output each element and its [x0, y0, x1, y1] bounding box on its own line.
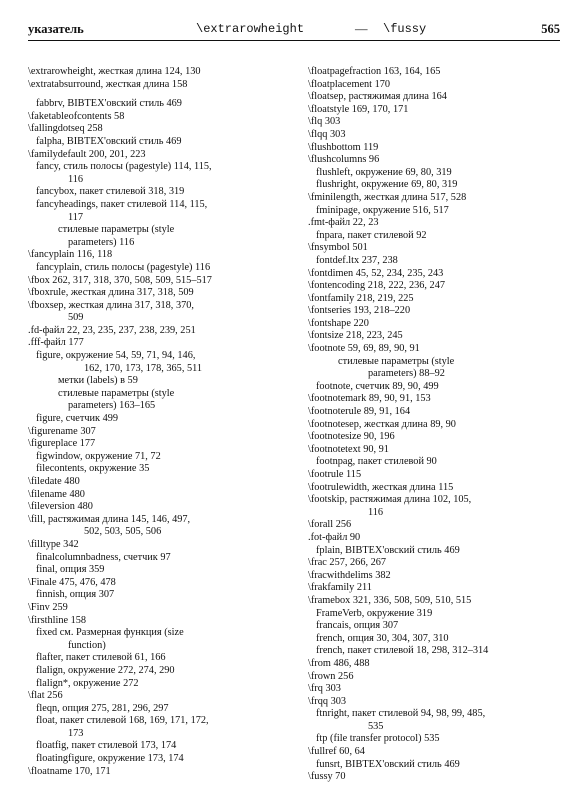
- header-dash: —: [355, 22, 368, 36]
- index-entry-line: fminipage, окружение 516, 517: [316, 204, 449, 216]
- header-section-title: указатель: [28, 22, 84, 36]
- index-entry-line: \fontshape 220: [308, 317, 369, 329]
- index-entry-line: figure, счетчик 499: [36, 413, 119, 425]
- entry-gap: [28, 91, 288, 98]
- index-entry-line: fixed см. Размерная функция (size: [36, 627, 184, 639]
- index-entry-line: \fontencoding 218, 222, 236, 247: [308, 280, 445, 292]
- index-entry-line: \fontfamily 218, 219, 225: [308, 292, 414, 304]
- header-first-entry: \extrarowheight: [196, 22, 305, 36]
- index-entry-line: 116: [368, 506, 384, 518]
- index-entry-line: parameters) 116: [68, 236, 135, 248]
- index-entry-line: 535: [368, 720, 384, 732]
- index-entry-line: flalign*, окружение 272: [36, 677, 139, 689]
- index-entry-line: 173: [68, 727, 84, 739]
- index-entry-line: .fd-файл 22, 23, 235, 237, 238, 239, 251: [28, 324, 196, 336]
- index-entry-line: \footnotemark 89, 90, 91, 153: [308, 393, 431, 405]
- index-entry-line: стилевые параметры (style: [58, 387, 175, 399]
- index-entry-line: \flushcolumns 96: [308, 154, 380, 166]
- index-entry-line: fontdef.ltx 237, 238: [316, 254, 398, 266]
- index-entry-line: \footnote 59, 69, 89, 90, 91: [308, 343, 420, 355]
- index-entry-line: \fallingdotseq 258: [28, 123, 103, 135]
- index-entry-line: \fboxsep, жесткая длина 317, 318, 370,: [28, 299, 194, 311]
- index-entry-line: french, пакет стилевой 18, 298, 312–314: [316, 645, 489, 657]
- index-entry-line: \footnoterule 89, 91, 164: [308, 406, 411, 418]
- index-entry-line: \footrulewidth, жесткая длина 115: [308, 481, 454, 493]
- index-entry-line: \fboxrule, жесткая длина 317, 318, 509: [28, 287, 194, 299]
- index-entry-line: \flushbottom 119: [308, 141, 379, 153]
- index-entry-line: \Finv 259: [28, 601, 68, 613]
- index-entry-line: \fullref 60, 64: [308, 746, 365, 758]
- index-entry-line: \floatname 170, 171: [28, 765, 111, 777]
- index-entry-line: \footnotesep, жесткая длина 89, 90: [308, 418, 456, 430]
- header-last-entry: \fussy: [383, 22, 427, 36]
- index-entry-line: \fnsymbol 501: [308, 242, 368, 254]
- index-entry-line: parameters) 163–165: [68, 400, 156, 412]
- index-entry-line: falpha, BIBTEX'овский стиль 469: [36, 135, 182, 147]
- index-entry-line: \forall 256: [308, 519, 352, 531]
- index-entry-line: funsrt, BIBTEX'овский стиль 469: [316, 758, 460, 770]
- index-entry-line: flafter, пакет стилевой 61, 166: [36, 652, 166, 664]
- index-entry-line: .fmt-файл 22, 23: [308, 217, 379, 229]
- index-entry-line: flushright, окружение 69, 80, 319: [316, 179, 458, 191]
- index-entry-line: figure, окружение 54, 59, 71, 94, 146,: [36, 350, 196, 362]
- index-entry-line: \fracwithdelims 382: [308, 569, 391, 581]
- index-entry-line: \floatsep, растяжимая длина 164: [308, 91, 447, 103]
- index-entry-line: fancy, стиль полосы (pagestyle) 114, 115,: [36, 161, 212, 173]
- index-entry-line: float, пакет стилевой 168, 169, 171, 172,: [36, 715, 209, 727]
- right-index-column: [308, 66, 568, 784]
- index-entry-line: \floatstyle 169, 170, 171: [308, 103, 409, 115]
- index-entry-line: \Finale 475, 476, 478: [28, 576, 116, 588]
- index-entry-line: \filedate 480: [28, 476, 80, 487]
- index-entry-line: \fancyplain 116, 118: [28, 249, 113, 261]
- index-entry-line: function): [68, 639, 106, 651]
- header-rule: [28, 40, 560, 41]
- index-entry-line: \frown 256: [308, 670, 354, 682]
- index-entry-line: ftp (file transfer protocol) 535: [316, 733, 440, 745]
- index-entry-line: \floatpagefraction 163, 164, 165: [308, 66, 441, 77]
- index-entry-line: .fff-файл 177: [28, 337, 84, 349]
- index-entry-line: \fontdimen 45, 52, 234, 235, 243: [308, 267, 444, 279]
- index-entry-line: \footrule 115: [308, 469, 362, 480]
- index-entry-line: 162, 170, 173, 178, 365, 511: [84, 362, 203, 374]
- index-entry-line: \framebox 321, 336, 508, 509, 510, 515: [308, 594, 472, 606]
- index-entry-line: \frq 303: [308, 683, 341, 695]
- index-entry-line: \figurename 307: [28, 425, 96, 437]
- index-entry-line: footnote, счетчик 89, 90, 499: [316, 380, 439, 392]
- index-entry-line: \frakfamily 211: [308, 582, 372, 594]
- index-entry-line: final, опция 359: [36, 564, 105, 576]
- index-entry-line: fplain, BIBTEX'овский стиль 469: [316, 544, 460, 556]
- index-entry-line: ftnright, пакет стилевой 94, 98, 99, 485,: [316, 708, 486, 720]
- index-entry-line: \fbox 262, 317, 318, 370, 508, 509, 515–517: [28, 274, 212, 286]
- index-entry-line: parameters) 88–92: [368, 368, 445, 380]
- index-entry-line: \flqq 303: [308, 128, 346, 140]
- index-entry-line: finalcolumnbadness, счетчик 97: [36, 551, 171, 563]
- index-entry-line: метки (labels) в 59: [58, 375, 138, 387]
- left-index-column: [28, 66, 288, 778]
- index-entry-line: .fot-файл 90: [308, 531, 361, 543]
- index-entry-line: fnpara, пакет стилевой 92: [316, 229, 427, 241]
- index-entry-line: flalign, окружение 272, 274, 290: [36, 664, 175, 676]
- index-entry-line: \fileversion 480: [28, 501, 93, 513]
- index-entry-line: \filltype 342: [28, 538, 79, 550]
- index-entry-line: \firsthline 158: [28, 614, 87, 626]
- index-entry-line: \figureplace 177: [28, 438, 96, 450]
- index-entry-line: FrameVerb, окружение 319: [316, 607, 433, 619]
- index-entry-line: \fminilength, жесткая длина 517, 528: [308, 191, 467, 203]
- index-entry-line: fancyheadings, пакет стилевой 114, 115,: [36, 198, 208, 210]
- index-entry-line: 502, 503, 505, 506: [84, 526, 162, 538]
- index-entry-line: fleqn, опция 275, 281, 296, 297: [36, 702, 169, 714]
- index-entry-line: 509: [68, 312, 84, 324]
- index-entry-line: fancybox, пакет стилевой 318, 319: [36, 186, 185, 198]
- index-entry-line: \flq 303: [308, 116, 341, 128]
- index-entry-line: 117: [68, 211, 84, 223]
- running-header: [28, 22, 560, 40]
- index-entry-line: 116: [68, 173, 84, 185]
- index-entry-line: floatfig, пакет стилевой 173, 174: [36, 740, 177, 752]
- page-number: 565: [541, 22, 560, 36]
- index-entry-line: french, опция 30, 304, 307, 310: [316, 632, 449, 644]
- index-entry-line: стилевые параметры (style: [338, 355, 455, 367]
- index-entry-line: francais, опция 307: [316, 620, 399, 632]
- index-entry-line: \footnotesize 90, 196: [308, 431, 395, 443]
- index-entry-line: \from 486, 488: [308, 657, 370, 669]
- index-entry-line: filecontents, окружение 35: [36, 463, 150, 475]
- index-entry-line: \flat 256: [28, 690, 63, 702]
- index-entry-line: fabbrv, BIBTEX'овский стиль 469: [36, 98, 182, 110]
- index-entry-line: figwindow, окружение 71, 72: [36, 450, 161, 462]
- index-entry-line: \faketableofcontents 58: [28, 110, 125, 122]
- index-entry-line: flushleft, окружение 69, 80, 319: [316, 166, 452, 178]
- index-entry-line: finnish, опция 307: [36, 589, 115, 601]
- index-entry-line: floatingfigure, окружение 173, 174: [36, 753, 184, 765]
- index-entry-line: \footnotetext 90, 91: [308, 443, 389, 455]
- index-entry-line: \filename 480: [28, 488, 85, 500]
- index-entry-line: footnpag, пакет стилевой 90: [316, 456, 437, 468]
- index-entry-line: \frac 257, 266, 267: [308, 557, 387, 569]
- index-entry-line: \footskip, растяжимая длина 102, 105,: [308, 494, 472, 506]
- index-entry-line: \extrarowheight, жесткая длина 124, 130: [28, 66, 201, 77]
- index-entry-line: \fontsize 218, 223, 245: [308, 330, 403, 342]
- index-entry-line: \extratabsurround, жесткая длина 158: [28, 78, 188, 90]
- index-entry-line: fancyplain, стиль полосы (pagestyle) 116: [36, 261, 211, 273]
- index-entry-line: \frqq 303: [308, 695, 347, 707]
- index-entry-line: стилевые параметры (style: [58, 224, 175, 236]
- index-entry-line: \floatplacement 170: [308, 78, 391, 90]
- index-entry-line: \familydefault 200, 201, 223: [28, 148, 146, 160]
- index-entry-line: \fussy 70: [308, 771, 346, 783]
- index-entry-line: \fill, растяжимая длина 145, 146, 497,: [28, 513, 191, 525]
- index-entry-line: \fontseries 193, 218–220: [308, 305, 411, 317]
